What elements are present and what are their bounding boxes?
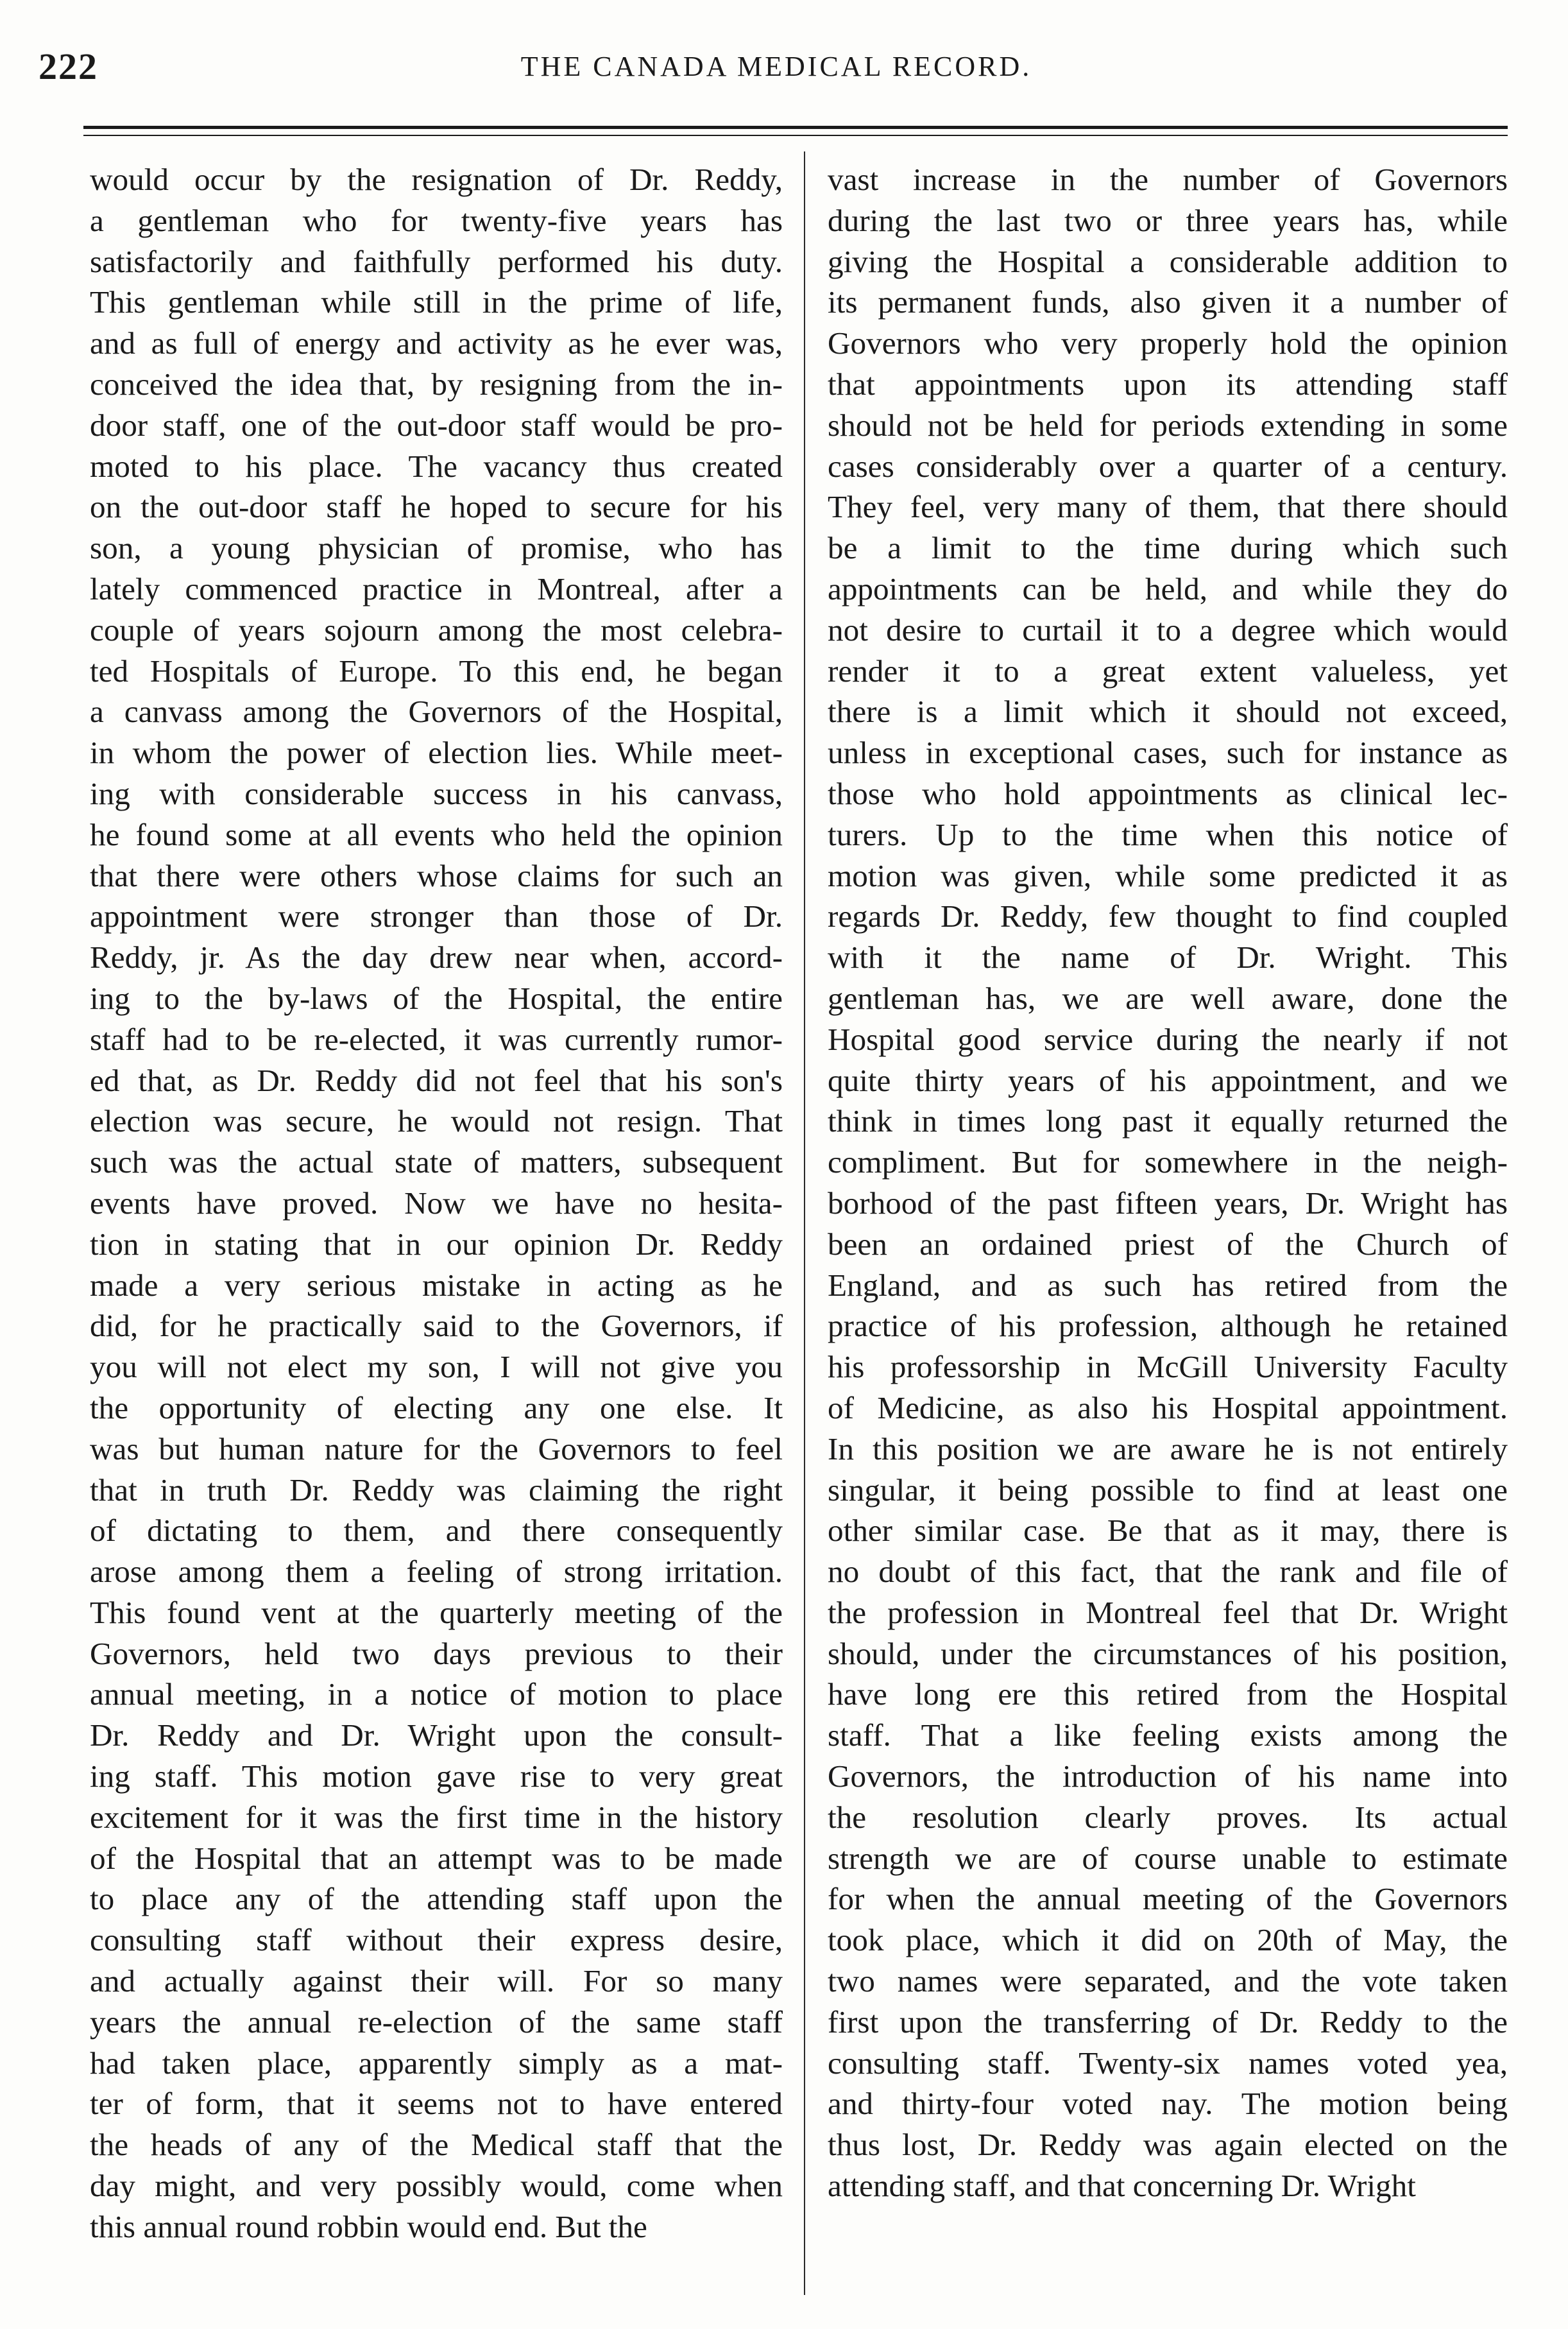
- text-line: attending staff, and that concerning Dr. Wright: [828, 2168, 1416, 2204]
- text-line: the profession in Montreal feel that Dr. Wright: [828, 1594, 1508, 1630]
- text-line: This gentleman while still in the prime of life,: [90, 284, 783, 320]
- text-line: giving the Hospital a considerable addition to: [828, 243, 1508, 279]
- text-line: that there were others whose claims for such an: [90, 857, 783, 893]
- text-line: that appointments upon its attending staff: [828, 366, 1508, 402]
- text-line: door staff, one of the out-door staff would be pro-: [90, 407, 783, 443]
- text-line: those who hold appointments as clinical lec-: [828, 775, 1508, 811]
- text-line: arose among them a feeling of strong irritation.: [90, 1554, 783, 1590]
- text-line: such was the actual state of matters, subsequent: [90, 1144, 783, 1180]
- text-line: consulting staff without their express desire,: [90, 1922, 783, 1958]
- text-line: think in times long past it equally returned the: [828, 1103, 1508, 1139]
- text-line: excitement for it was the first time in the history: [90, 1799, 783, 1835]
- text-line: couple of years sojourn among the most celebra-: [90, 612, 783, 648]
- text-line: vast increase in the number of Governors: [828, 162, 1508, 197]
- text-line: Reddy, jr. As the day drew near when, accord-: [90, 940, 783, 975]
- text-line: events have proved. Now we have no hesita-: [90, 1185, 783, 1221]
- text-line: the resolution clearly proves. Its actual: [828, 1799, 1508, 1835]
- text-line: had taken place, apparently simply as a mat-: [90, 2045, 783, 2081]
- text-line: other similar case. Be that as it may, there is: [828, 1513, 1508, 1549]
- text-line: the opportunity of electing any one else. It: [90, 1389, 783, 1425]
- text-line: motion was given, while some predicted it as: [828, 857, 1508, 893]
- text-line: that in truth Dr. Reddy was claiming the right: [90, 1472, 783, 1508]
- text-line: Governors, held two days previous to their: [90, 1635, 783, 1671]
- text-line: have long ere this retired from the Hospital: [828, 1676, 1508, 1712]
- text-line: made a very serious mistake in acting as he: [90, 1267, 783, 1303]
- text-line: singular, it being possible to find at least one: [828, 1472, 1508, 1508]
- text-line: for when the annual meeting of the Governors: [828, 1881, 1508, 1917]
- text-line: took place, which it did on 20th of May, the: [828, 1922, 1508, 1958]
- text-line: In this position we are aware he is not entirely: [828, 1431, 1508, 1466]
- column-divider: [804, 151, 805, 2295]
- header-rule-thin: [83, 135, 1508, 136]
- text-line: appointment were stronger than those of Dr.: [90, 898, 783, 934]
- text-line: did, for he practically said to the Governors, if: [90, 1308, 783, 1344]
- header-rule-thick: [83, 126, 1508, 129]
- page-header: [38, 45, 1514, 96]
- text-line: of Medicine, as also his Hospital appointment.: [828, 1389, 1508, 1425]
- text-line: Governors who very properly hold the opinion: [828, 325, 1508, 361]
- text-line: thus lost, Dr. Reddy was again elected on the: [828, 2127, 1508, 2163]
- text-line: ing staff. This motion gave rise to very great: [90, 1758, 783, 1794]
- text-line: during the last two or three years has, while: [828, 202, 1508, 238]
- text-line: tion in stating that in our opinion Dr. Reddy: [90, 1226, 783, 1262]
- text-line: unless in exceptional cases, such for instance as: [828, 735, 1508, 771]
- text-line: to place any of the attending staff upon the: [90, 1881, 783, 1917]
- text-line: regards Dr. Reddy, few thought to find coupled: [828, 898, 1508, 934]
- text-line: and as full of energy and activity as he ever was,: [90, 325, 783, 361]
- text-line: his professorship in McGill University Faculty: [828, 1349, 1508, 1385]
- text-line: been an ordained priest of the Church of: [828, 1226, 1508, 1262]
- text-line: not desire to curtail it to a degree which would: [828, 612, 1508, 648]
- text-line: he found some at all events who held the opinion: [90, 816, 783, 852]
- text-line: election was secure, he would not resign. That: [90, 1103, 783, 1139]
- right-column: [828, 159, 1508, 2206]
- text-line: Dr. Reddy and Dr. Wright upon the consult-: [90, 1717, 783, 1753]
- text-line: a canvass among the Governors of the Hospital,: [90, 694, 783, 730]
- text-line: of the Hospital that an attempt was to be made: [90, 1840, 783, 1876]
- text-line: ed that, as Dr. Reddy did not feel that his son's: [90, 1062, 783, 1098]
- text-line: Governors, the introduction of his name into: [828, 1758, 1508, 1794]
- text-line: ter of form, that it seems not to have entered: [90, 2086, 783, 2122]
- text-line: staff. That a like feeling exists among the: [828, 1717, 1508, 1753]
- text-line: the heads of any of the Medical staff that the: [90, 2127, 783, 2163]
- text-line: conceived the idea that, by resigning from the in-: [90, 366, 783, 402]
- text-line: there is a limit which it should not exceed,: [828, 694, 1508, 730]
- text-line: gentleman has, we are well aware, done the: [828, 980, 1508, 1016]
- text-line: was but human nature for the Governors to feel: [90, 1431, 783, 1466]
- text-line: quite thirty years of his appointment, and we: [828, 1062, 1508, 1098]
- text-line: turers. Up to the time when this notice of: [828, 816, 1508, 852]
- text-line: appointments can be held, and while they do: [828, 571, 1508, 606]
- text-line: render it to a great extent valueless, yet: [828, 653, 1508, 689]
- text-line: would occur by the resignation of Dr. Reddy,: [90, 162, 783, 197]
- text-line: day might, and very possibly would, come when: [90, 2168, 783, 2204]
- text-line: you will not elect my son, I will not give you: [90, 1349, 783, 1385]
- text-line: borhood of the past fifteen years, Dr. Wright has: [828, 1185, 1508, 1221]
- text-line: its permanent funds, also given it a number of: [828, 284, 1508, 320]
- text-line: a gentleman who for twenty-five years has: [90, 202, 783, 238]
- text-line: ted Hospitals of Europe. To this end, he began: [90, 653, 783, 689]
- text-line: annual meeting, in a notice of motion to place: [90, 1676, 783, 1712]
- text-line: consulting staff. Twenty-six names voted yea,: [828, 2045, 1508, 2081]
- text-line: Hospital good service during the nearly if not: [828, 1021, 1508, 1057]
- text-line: no doubt of this fact, that the rank and file of: [828, 1554, 1508, 1590]
- text-line: ing to the by-laws of the Hospital, the entire: [90, 980, 783, 1016]
- text-line: on the out-door staff he hoped to secure for his: [90, 489, 783, 525]
- page-number: 222: [38, 46, 98, 87]
- text-line: satisfactorily and faithfully performed his duty.: [90, 243, 783, 279]
- text-line: strength we are of course unable to estimate: [828, 1840, 1508, 1876]
- text-line: practice of his profession, although he retained: [828, 1308, 1508, 1344]
- text-line: this annual round robbin would end. But the: [90, 2208, 647, 2244]
- text-line: moted to his place. The vacancy thus created: [90, 448, 783, 484]
- left-column: [90, 159, 783, 2247]
- text-line: should not be held for periods extending in some: [828, 407, 1508, 443]
- text-line: two names were separated, and the vote taken: [828, 1963, 1508, 1999]
- text-line: cases considerably over a quarter of a century.: [828, 448, 1508, 484]
- text-line: years the annual re-election of the same staff: [90, 2004, 783, 2040]
- text-line: lately commenced practice in Montreal, after a: [90, 571, 783, 606]
- text-line: with it the name of Dr. Wright. This: [828, 940, 1508, 975]
- text-line: staff had to be re-elected, it was currently rumor-: [90, 1021, 783, 1057]
- text-line: England, and as such has retired from the: [828, 1267, 1508, 1303]
- text-line: in whom the power of election lies. While meet-: [90, 735, 783, 771]
- text-line: should, under the circumstances of his position,: [828, 1635, 1508, 1671]
- text-line: son, a young physician of promise, who has: [90, 530, 783, 566]
- text-line: of dictating to them, and there consequently: [90, 1513, 783, 1549]
- text-line: They feel, very many of them, that there should: [828, 489, 1508, 525]
- text-line: first upon the transferring of Dr. Reddy to the: [828, 2004, 1508, 2040]
- text-line: This found vent at the quarterly meeting of the: [90, 1594, 783, 1630]
- text-line: ing with considerable success in his canvass,: [90, 775, 783, 811]
- running-title: THE CANADA MEDICAL RECORD.: [520, 51, 1032, 82]
- text-line: and actually against their will. For so many: [90, 1963, 783, 1999]
- text-line: compliment. But for somewhere in the neigh-: [828, 1144, 1508, 1180]
- text-line: and thirty-four voted nay. The motion being: [828, 2086, 1508, 2122]
- text-line: be a limit to the time during which such: [828, 530, 1508, 566]
